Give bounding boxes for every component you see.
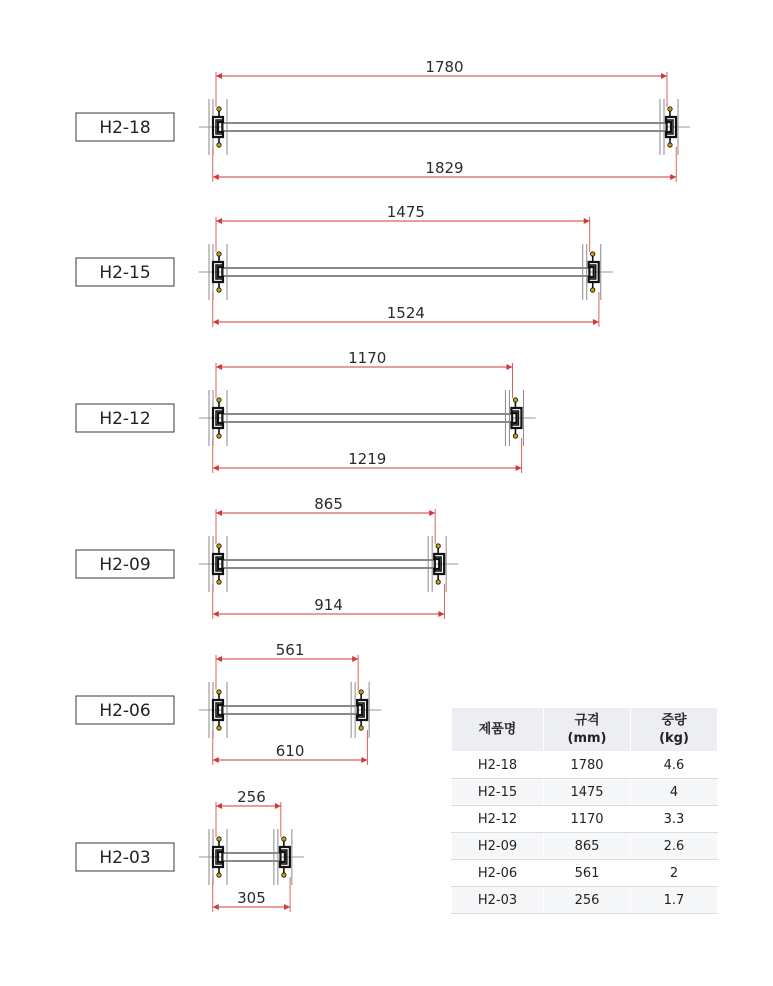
bolt-head xyxy=(282,837,286,841)
inner-dimension-arrow-right xyxy=(661,73,667,79)
bolt-head xyxy=(591,288,595,292)
spec-table xyxy=(451,707,718,914)
outer-dimension-label: 1829 xyxy=(425,159,464,177)
bolt-head xyxy=(359,690,363,694)
bolt-head xyxy=(217,726,221,730)
outer-dimension-arrow-left xyxy=(213,611,219,617)
inner-dimension-arrow-left xyxy=(216,803,222,809)
outer-dimension-arrow-left xyxy=(213,465,219,471)
inner-dimension-arrow-left xyxy=(216,510,222,516)
outer-dimension-arrow-right xyxy=(516,465,522,471)
bolt-head xyxy=(217,143,221,147)
header-weight-unit: (kg) xyxy=(659,730,689,746)
bolt-head xyxy=(436,580,440,584)
outer-dimension-label: 1219 xyxy=(348,450,387,468)
outer-dimension-label: 914 xyxy=(314,596,343,614)
cell-name: H2-18 xyxy=(452,752,544,779)
inner-dimension-arrow-left xyxy=(216,73,222,79)
ledger-row xyxy=(76,349,536,473)
product-label: H2-15 xyxy=(99,263,151,283)
cell-name: H2-06 xyxy=(452,860,544,887)
header-weight-title: 중량 xyxy=(661,712,687,728)
bolt-head xyxy=(217,837,221,841)
header-product-name: 제품명 xyxy=(452,708,544,752)
inner-dimension-label: 1780 xyxy=(425,58,464,76)
ledger-row xyxy=(76,788,304,912)
bolt-head xyxy=(217,398,221,402)
bolt-head xyxy=(436,544,440,548)
bolt-head xyxy=(513,434,517,438)
ledger-pipe xyxy=(223,123,666,131)
outer-dimension-arrow-right xyxy=(284,904,290,910)
outer-dimension-label: 305 xyxy=(237,889,266,907)
product-label: H2-06 xyxy=(99,701,151,721)
outer-dimension-arrow-right xyxy=(670,174,676,180)
outer-dimension-arrow-left xyxy=(213,319,219,325)
ledger-pipe xyxy=(223,560,434,568)
bolt-head xyxy=(591,252,595,256)
bolt-head xyxy=(217,288,221,292)
inner-dimension-arrow-left xyxy=(216,364,222,370)
outer-dimension-label: 610 xyxy=(275,742,305,760)
cell-weight: 4.6 xyxy=(631,752,718,779)
bolt-head xyxy=(217,873,221,877)
header-spec-title: 규격 xyxy=(574,712,600,728)
table-row xyxy=(452,860,718,887)
header-spec-unit: (mm) xyxy=(567,730,607,746)
cell-spec: 1475 xyxy=(544,779,631,806)
ledger-row xyxy=(76,495,458,619)
cell-weight: 4 xyxy=(631,779,718,806)
cell-weight: 2.6 xyxy=(631,833,718,860)
bolt-head xyxy=(217,252,221,256)
table-row xyxy=(452,752,718,779)
bolt-head xyxy=(217,544,221,548)
outer-dimension-label: 1524 xyxy=(386,304,425,322)
table-header-row xyxy=(452,708,718,752)
cell-spec: 561 xyxy=(544,860,631,887)
cell-weight: 3.3 xyxy=(631,806,718,833)
header-spec xyxy=(544,708,631,752)
table-row xyxy=(452,779,718,806)
bolt-head xyxy=(217,690,221,694)
inner-dimension-arrow-right xyxy=(584,218,590,224)
table-row xyxy=(452,833,718,860)
outer-dimension-arrow-right xyxy=(361,757,367,763)
product-label: H2-03 xyxy=(99,848,151,868)
bolt-head xyxy=(668,143,672,147)
cell-name: H2-12 xyxy=(452,806,544,833)
outer-dimension-arrow-left xyxy=(213,757,219,763)
header-weight xyxy=(631,708,718,752)
ledger-row xyxy=(76,58,690,182)
inner-dimension-label: 561 xyxy=(275,641,305,659)
product-label: H2-18 xyxy=(99,118,151,138)
ledger-pipe xyxy=(223,414,511,422)
inner-dimension-arrow-left xyxy=(216,218,222,224)
bolt-head xyxy=(282,873,286,877)
outer-dimension-arrow-right xyxy=(438,611,444,617)
cell-weight: 1.7 xyxy=(631,887,718,914)
ledger-pipe xyxy=(223,853,280,861)
cell-spec: 865 xyxy=(544,833,631,860)
inner-dimension-arrow-right xyxy=(429,510,435,516)
outer-dimension-arrow-left xyxy=(213,174,219,180)
inner-dimension-arrow-right xyxy=(506,364,512,370)
bolt-head xyxy=(513,398,517,402)
inner-dimension-label: 256 xyxy=(237,788,266,806)
product-label: H2-12 xyxy=(99,409,151,429)
bolt-head xyxy=(217,107,221,111)
outer-dimension-arrow-right xyxy=(593,319,599,325)
cell-spec: 1170 xyxy=(544,806,631,833)
inner-dimension-label: 865 xyxy=(314,495,343,513)
outer-dimension-arrow-left xyxy=(213,904,219,910)
cell-name: H2-09 xyxy=(452,833,544,860)
bolt-head xyxy=(359,726,363,730)
bolt-head xyxy=(668,107,672,111)
bolt-head xyxy=(217,434,221,438)
cell-weight: 2 xyxy=(631,860,718,887)
bolt-head xyxy=(217,580,221,584)
product-label: H2-09 xyxy=(99,555,151,575)
table-row xyxy=(452,887,718,914)
table-row xyxy=(452,806,718,833)
inner-dimension-label: 1475 xyxy=(386,203,425,221)
ledger-pipe xyxy=(223,268,589,276)
inner-dimension-arrow-right xyxy=(275,803,281,809)
inner-dimension-label: 1170 xyxy=(348,349,387,367)
cell-spec: 256 xyxy=(544,887,631,914)
ledger-pipe xyxy=(223,706,357,714)
inner-dimension-arrow-left xyxy=(216,656,222,662)
cell-spec: 1780 xyxy=(544,752,631,779)
ledger-row xyxy=(76,641,381,765)
cell-name: H2-15 xyxy=(452,779,544,806)
inner-dimension-arrow-right xyxy=(352,656,358,662)
ledger-row xyxy=(76,203,613,327)
cell-name: H2-03 xyxy=(452,887,544,914)
